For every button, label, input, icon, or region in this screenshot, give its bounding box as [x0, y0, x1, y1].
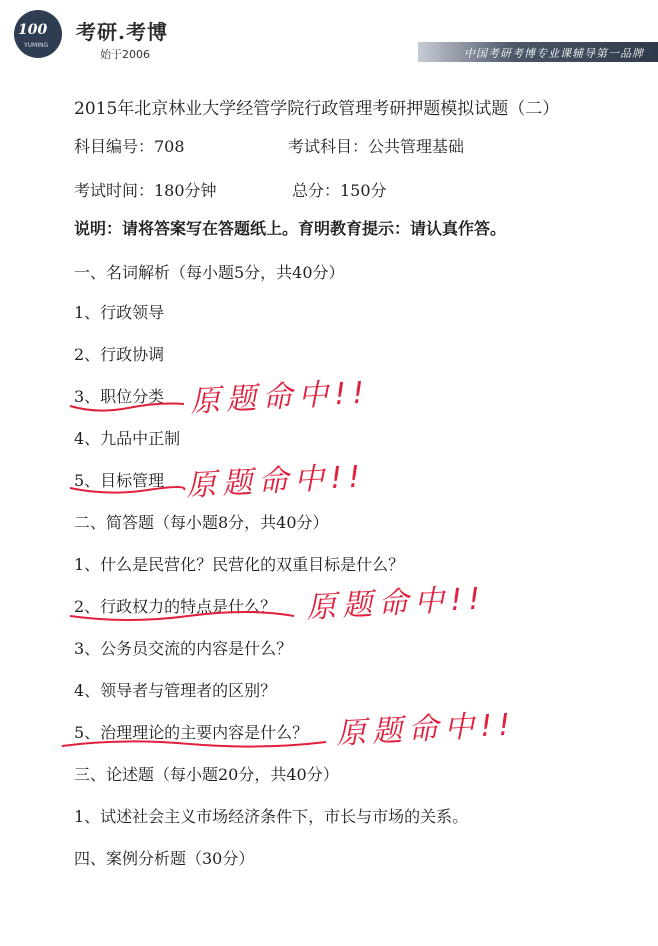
- handwritten-underline: [68, 400, 188, 414]
- exam-note: 说明：请将答案写在答题纸上。育明教育提示：请认真作答。: [74, 219, 507, 238]
- handwritten-underline: [68, 610, 298, 624]
- slogan-text: 中国考研考博专业课辅导第一品牌: [464, 47, 644, 60]
- brand-name: 考研.考博: [76, 20, 168, 44]
- section-heading: 四、案例分析题（30分）: [74, 849, 255, 868]
- page-header: [0, 0, 658, 70]
- list-item: 2、行政协调: [74, 345, 165, 364]
- logo-number: 100: [18, 22, 48, 38]
- list-item: 2、行政权力的特点是什么？: [74, 597, 277, 616]
- list-item: 4、九品中正制: [74, 429, 181, 448]
- hit-annotation: 原题命中!!: [185, 459, 368, 504]
- hit-annotation: 原题命中!!: [335, 707, 518, 752]
- subject-name: 考试科目：公共管理基础: [288, 137, 465, 156]
- slogan-banner: [418, 42, 658, 62]
- subject-code: 科目编号：708: [74, 137, 185, 156]
- exam-duration: 考试时间：180分钟: [74, 181, 217, 200]
- list-item: 4、领导者与管理者的区别？: [74, 681, 277, 700]
- handwritten-underline: [60, 736, 330, 752]
- list-item: 5、治理理论的主要内容是什么？: [74, 723, 309, 742]
- total-score: 总分：150分: [292, 181, 387, 200]
- logo-subtext: YUMING: [24, 42, 49, 49]
- document-title: 2015年北京林业大学经管学院行政管理考研押题模拟试题（二）: [74, 99, 560, 119]
- list-item: 3、公务员交流的内容是什么？: [74, 639, 293, 658]
- brand-since: 始于2006: [100, 48, 150, 61]
- hit-annotation: 原题命中!!: [305, 581, 488, 626]
- section-heading: 一、名词解析（每小题5分，共40分）: [74, 263, 345, 282]
- list-item: 5、目标管理: [74, 471, 165, 490]
- list-item: 3、职位分类: [74, 387, 165, 406]
- section-heading: 二、简答题（每小题8分，共40分）: [74, 513, 329, 532]
- section-heading: 三、论述题（每小题20分，共40分）: [74, 765, 339, 784]
- list-item: 1、什么是民营化？民营化的双重目标是什么？: [74, 555, 405, 574]
- list-item: 1、行政领导: [74, 303, 165, 322]
- handwritten-underline: [68, 484, 188, 498]
- list-item: 1、试述社会主义市场经济条件下，市长与市场的关系。: [74, 807, 469, 826]
- hit-annotation: 原题命中!!: [189, 375, 372, 420]
